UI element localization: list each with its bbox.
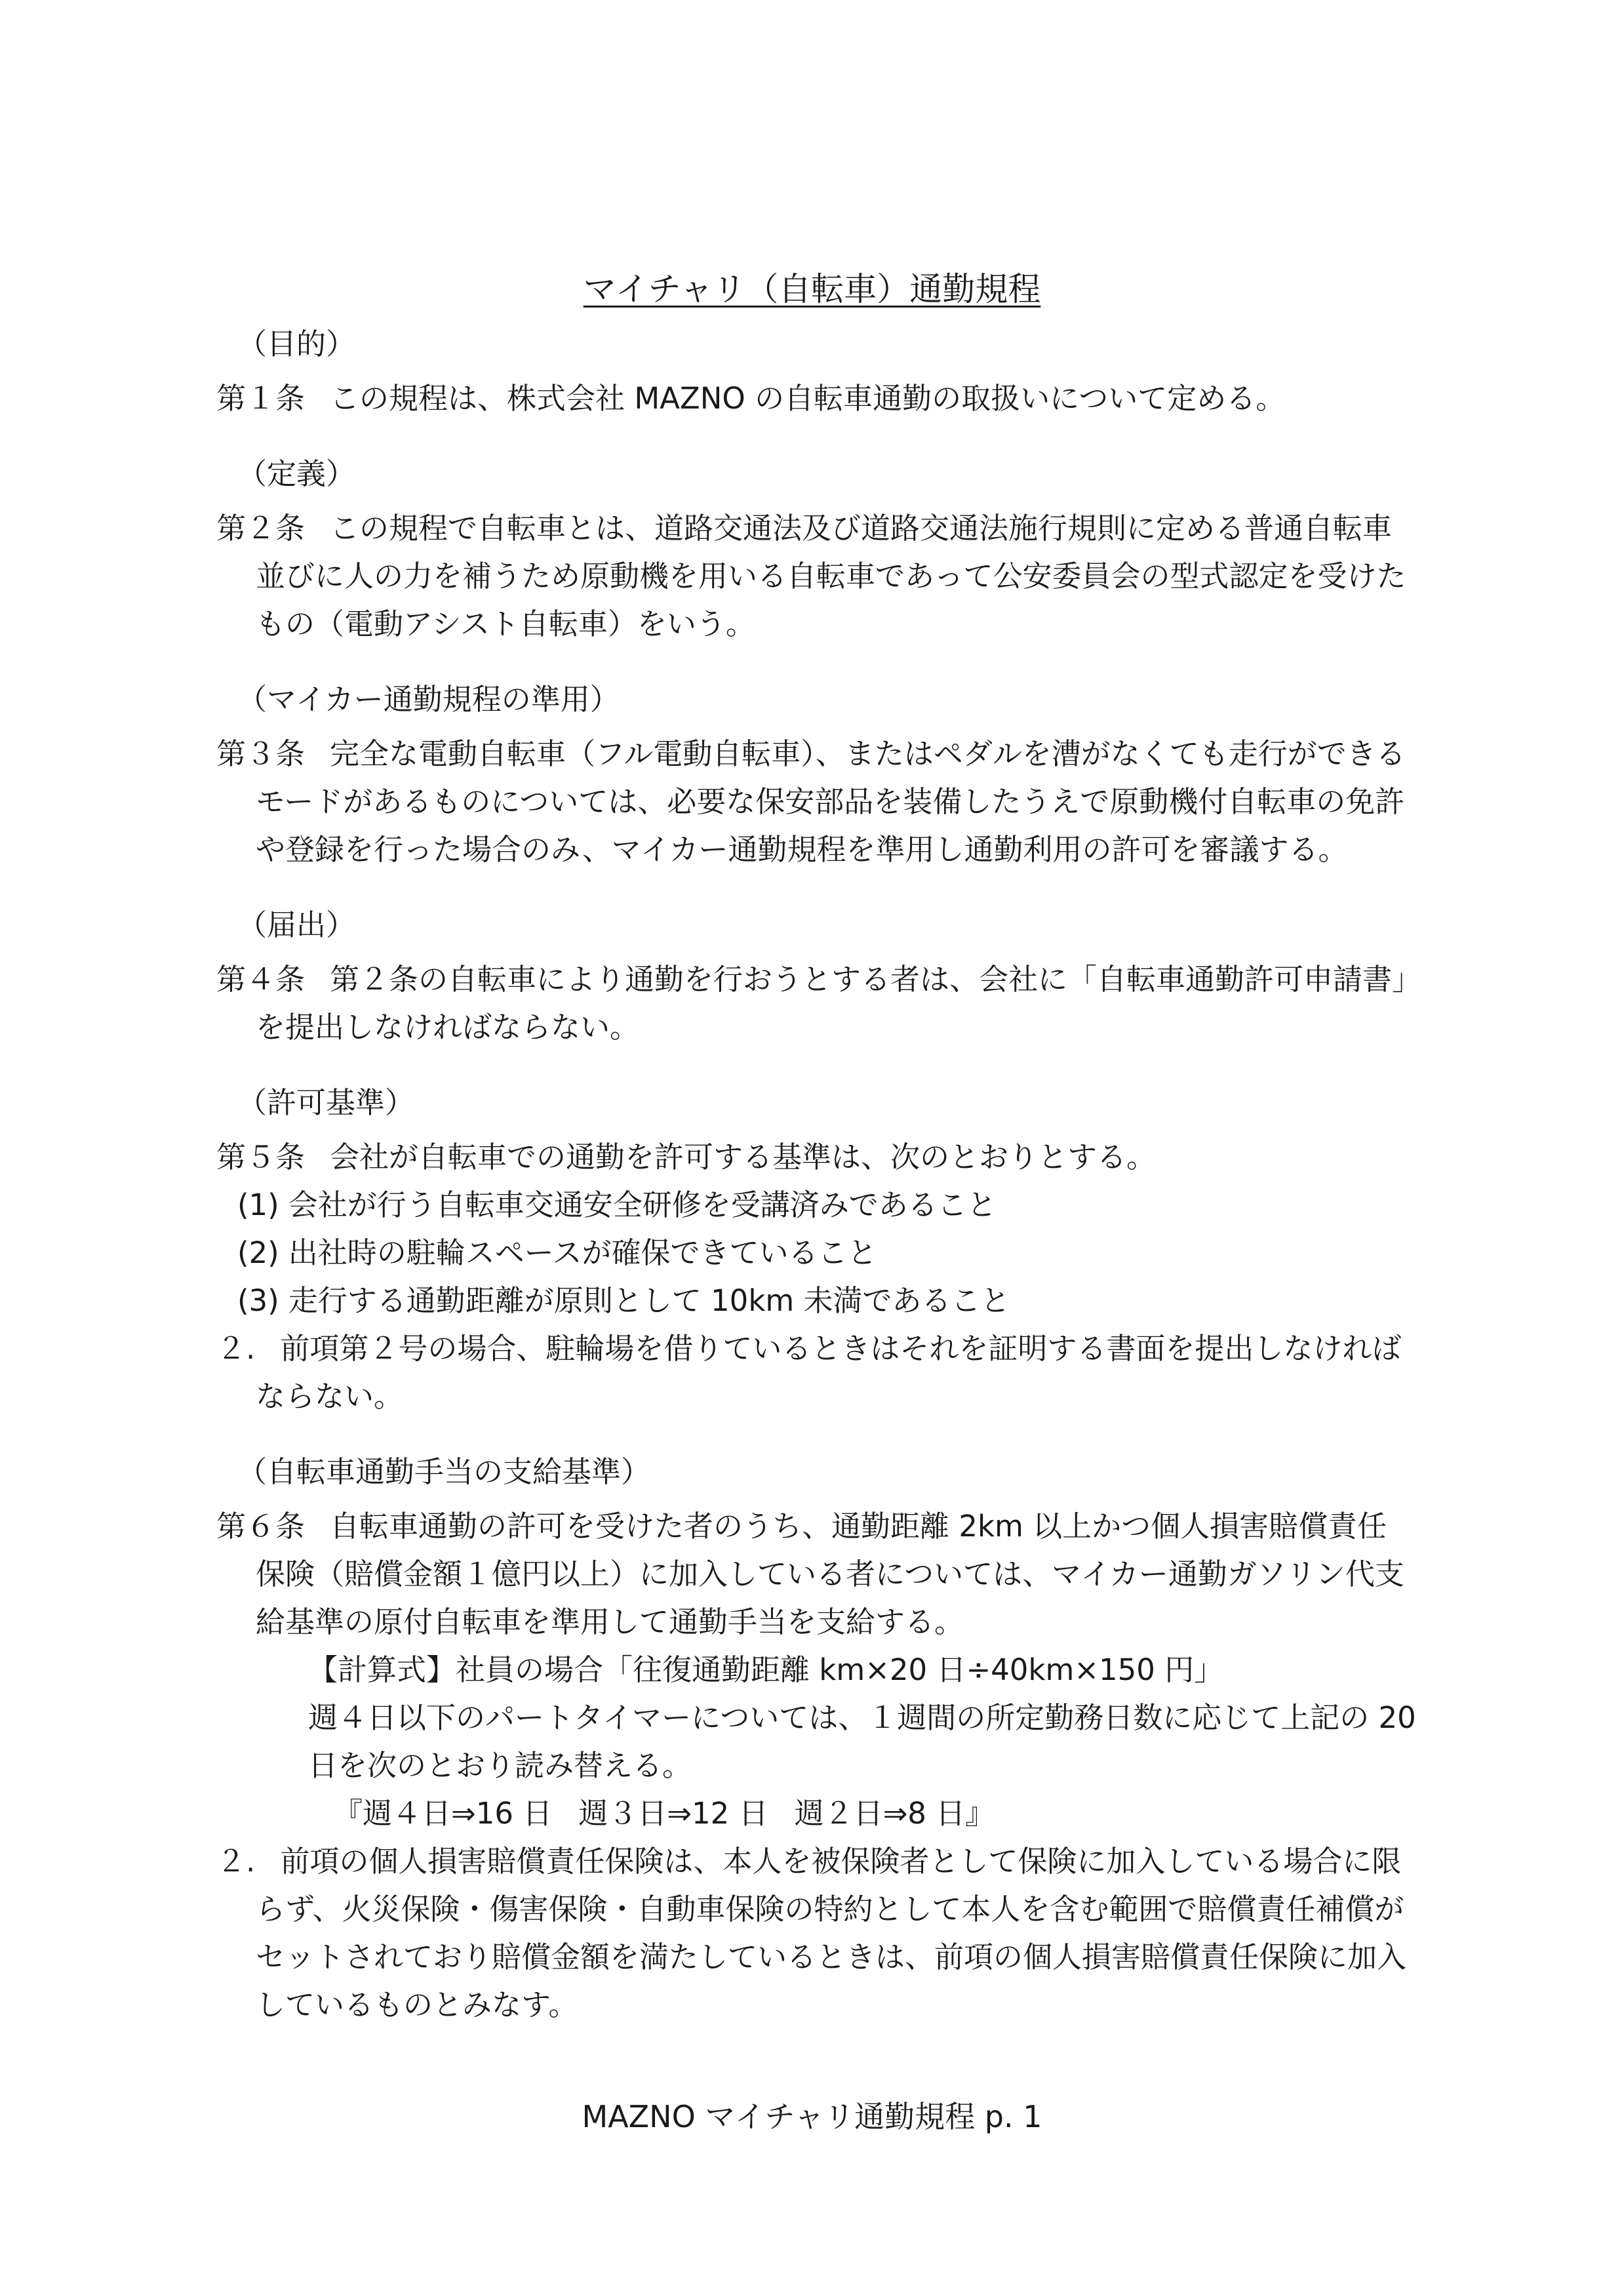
item-text: 会社が行う自転車交通安全研修を受講済みであること <box>288 1187 997 1222</box>
article-3-number: 第３条 <box>216 736 306 771</box>
substitution-close-bracket: 』 <box>965 1796 995 1831</box>
article-4-heading: （届出） <box>237 908 356 942</box>
calculation-formula: 【計算式】社員の場合「往復通勤距離 km×20 日÷40km×150 円」 <box>308 1652 1224 1687</box>
item-text: 出社時の駐輪スペースが確保できていること <box>288 1235 877 1270</box>
item-number: (2) <box>237 1235 279 1270</box>
substitution-open-bracket: 『 <box>333 1796 363 1831</box>
article-6-number: 第６条 <box>216 1509 306 1544</box>
article-5-item-2 <box>216 1229 1416 1277</box>
article-5-number: 第５条 <box>216 1140 306 1174</box>
article-6-text: 自転車通勤の許可を受けた者のうち、通勤距離 2km 以上かつ個人損害賠償責任保険（賠償金額１億円以上）に加入している者については、マイカー通勤ガソリン代支給基準の原付自転車を準用して通勤手当を支給する。 <box>256 1509 1404 1639</box>
article-5-item-3 <box>216 1277 1416 1325</box>
article-5 <box>216 1133 1416 1181</box>
document-body <box>216 320 1416 2029</box>
article-1-number: 第１条 <box>216 381 306 416</box>
day-substitution <box>216 1789 1416 1837</box>
article-4 <box>216 955 1416 1051</box>
article-4-text: 第２条の自転車により通勤を行おうとする者は、会社に「自転車通勤許可申請書」を提出しなければならない。 <box>256 962 1407 1045</box>
paragraph-number: ２. <box>216 1331 256 1366</box>
page-footer: MAZNO マイチャリ通勤規程 p. 1 <box>582 2099 1042 2134</box>
article-6-heading: （自転車通勤手当の支給基準） <box>237 1454 651 1489</box>
item-text: 走行する通勤距離が原則として 10km 未満であること <box>288 1283 1010 1318</box>
paragraph-number: ２. <box>216 1844 256 1879</box>
article-2-text: この規程で自転車とは、道路交通法及び道路交通法施行規則に定める普通自転車並びに人の力を補うため原動機を用いる自転車であって公安委員会の型式認定を受けたもの（電動アシスト自転車）をいう。 <box>256 511 1406 641</box>
article-3-text: 完全な電動自転車（フル電動自転車）、またはペダルを漕がなくても走行ができるモードがあるものについては、必要な保安部品を装備したうえで原動機付自転車の免許や登録を行った場合のみ、マイカー通勤規程を準用し通勤利用の許可を審議する。 <box>256 736 1406 867</box>
article-6-paragraph-2 <box>216 1837 1416 2029</box>
article-6 <box>216 1502 1416 1646</box>
paragraph-text: 前項第２号の場合、駐輪場を借りているときはそれを証明する書面を提出しなければならない。 <box>256 1331 1402 1414</box>
item-number: (3) <box>237 1283 279 1318</box>
item-number: (1) <box>237 1187 279 1222</box>
article-3 <box>216 730 1416 873</box>
paragraph-text: 前項の個人損害賠償責任保険は、本人を被保険者として保険に加入している場合に限らず、火災保険・傷害保険・自動車保険の特約として本人を含む範囲で賠償責任補償がセットされており賠償金額を満たしているときは、前項の個人損害賠償責任保険に加入しているものとみなす。 <box>256 1844 1407 2022</box>
article-5-paragraph-2 <box>216 1325 1416 1420</box>
article-2-number: 第２条 <box>216 511 306 546</box>
article-2-heading: （定義） <box>237 456 356 491</box>
part-timer-note: 週４日以下のパートタイマーについては、１週間の所定勤務日数に応じて上記の 20 日を次のとおり読み替える。 <box>308 1700 1416 1783</box>
document-title-text: マイチャリ（自転車）通勤規程 <box>583 270 1041 308</box>
article-5-heading: （許可基準） <box>237 1085 415 1120</box>
article-2 <box>216 504 1416 648</box>
document-title <box>0 268 1624 311</box>
article-1-text: この規程は、株式会社 MAZNO の自転車通勤の取扱いについて定める。 <box>330 381 1286 416</box>
article-1-heading: （目的） <box>237 327 356 361</box>
article-4-number: 第４条 <box>216 962 306 997</box>
article-3-heading: （マイカー通勤規程の準用） <box>237 682 620 717</box>
article-5-text: 会社が自転車での通勤を許可する基準は、次のとおりとする。 <box>330 1140 1157 1174</box>
article-1 <box>216 374 1416 422</box>
article-5-item-1 <box>216 1181 1416 1229</box>
substitution-2-days: 週２日⇒8 日 <box>794 1796 966 1831</box>
substitution-4-days: 週４日⇒16 日 <box>363 1796 553 1831</box>
substitution-3-days: 週３日⇒12 日 <box>578 1796 768 1831</box>
